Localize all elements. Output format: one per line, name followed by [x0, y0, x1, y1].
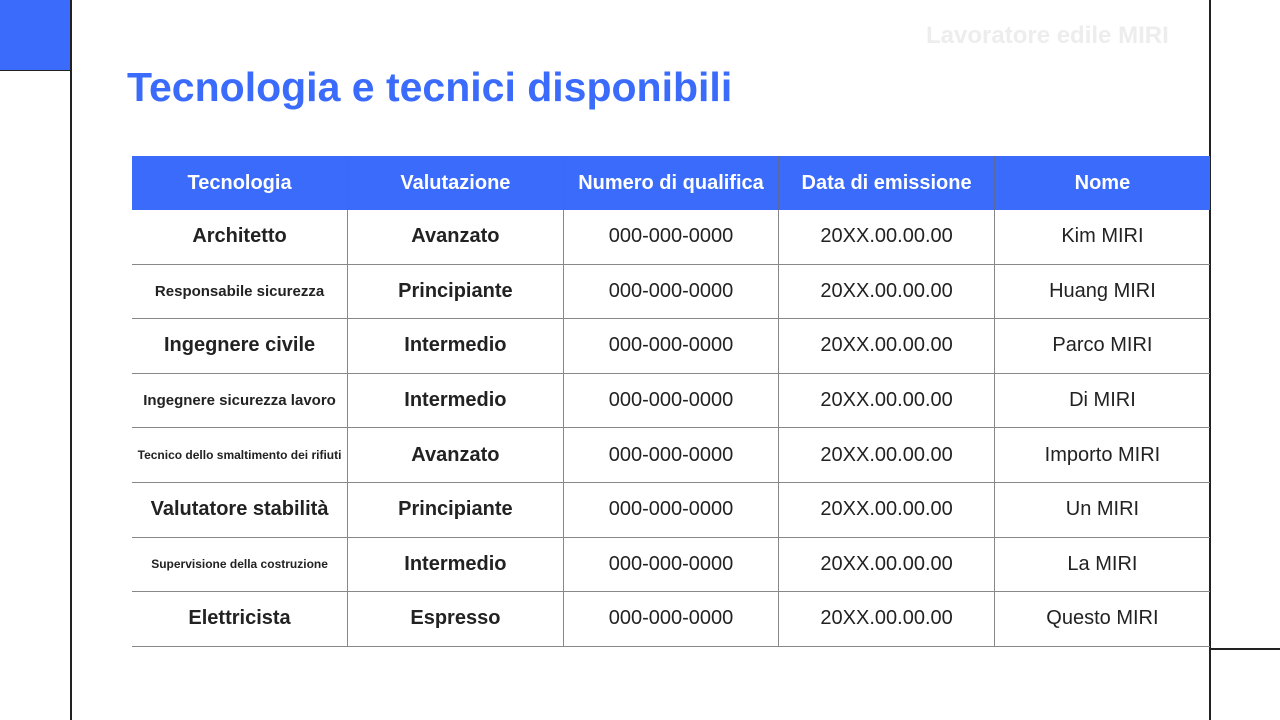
cell-qualification-number: 000-000-0000 — [563, 592, 779, 647]
cell-rating: Intermedio — [348, 537, 564, 592]
left-divider — [70, 0, 72, 720]
cell-qualification-number: 000-000-0000 — [563, 428, 779, 483]
page-title: Tecnologia e tecnici disponibili — [127, 64, 733, 110]
cell-name: La MIRI — [994, 537, 1210, 592]
cell-technology: Ingegnere civile — [132, 319, 348, 374]
table-row — [132, 319, 1210, 374]
cell-name: Di MIRI — [994, 373, 1210, 428]
header-rating: Valutazione — [348, 156, 564, 210]
cell-issue-date: 20XX.00.00.00 — [779, 482, 995, 537]
cell-issue-date: 20XX.00.00.00 — [779, 537, 995, 592]
table-row — [132, 210, 1210, 264]
cell-technology: Architetto — [132, 210, 348, 264]
cell-issue-date: 20XX.00.00.00 — [779, 264, 995, 319]
cell-technology: Elettricista — [132, 592, 348, 647]
cell-name: Kim MIRI — [994, 210, 1210, 264]
cell-qualification-number: 000-000-0000 — [563, 319, 779, 374]
technicians-table — [132, 156, 1210, 647]
cell-technology: Responsabile sicurezza — [132, 264, 348, 319]
cell-issue-date: 20XX.00.00.00 — [779, 592, 995, 647]
watermark: Lavoratore edile MIRI — [926, 22, 1169, 49]
table-row — [132, 482, 1210, 537]
cell-name: Questo MIRI — [994, 592, 1210, 647]
header-name: Nome — [994, 156, 1210, 210]
cell-name: Importo MIRI — [994, 428, 1210, 483]
header-issue-date: Data di emissione — [779, 156, 995, 210]
cell-name: Parco MIRI — [994, 319, 1210, 374]
cell-issue-date: 20XX.00.00.00 — [779, 428, 995, 483]
cell-technology: Supervisione della costruzione — [132, 537, 348, 592]
corner-accent-block — [0, 0, 70, 71]
cell-technology: Tecnico dello smaltimento dei rifiuti — [132, 428, 348, 483]
table-row — [132, 592, 1210, 647]
cell-technology: Valutatore stabilità — [132, 482, 348, 537]
table-row — [132, 264, 1210, 319]
table-row — [132, 428, 1210, 483]
cell-name: Huang MIRI — [994, 264, 1210, 319]
cell-rating: Avanzato — [348, 428, 564, 483]
cell-name: Un MIRI — [994, 482, 1210, 537]
table-row — [132, 537, 1210, 592]
cell-rating: Principiante — [348, 264, 564, 319]
table-row — [132, 373, 1210, 428]
cell-qualification-number: 000-000-0000 — [563, 210, 779, 264]
cell-qualification-number: 000-000-0000 — [563, 264, 779, 319]
cell-qualification-number: 000-000-0000 — [563, 482, 779, 537]
cell-technology: Ingegnere sicurezza lavoro — [132, 373, 348, 428]
cell-qualification-number: 000-000-0000 — [563, 537, 779, 592]
cell-issue-date: 20XX.00.00.00 — [779, 373, 995, 428]
header-qualification-number: Numero di qualifica — [563, 156, 779, 210]
cell-issue-date: 20XX.00.00.00 — [779, 319, 995, 374]
bottom-right-divider — [1210, 648, 1280, 650]
cell-rating: Intermedio — [348, 373, 564, 428]
header-technology: Tecnologia — [132, 156, 348, 210]
cell-rating: Intermedio — [348, 319, 564, 374]
cell-rating: Avanzato — [348, 210, 564, 264]
cell-rating: Espresso — [348, 592, 564, 647]
cell-rating: Principiante — [348, 482, 564, 537]
table-header-row — [132, 156, 1210, 210]
cell-qualification-number: 000-000-0000 — [563, 373, 779, 428]
cell-issue-date: 20XX.00.00.00 — [779, 210, 995, 264]
